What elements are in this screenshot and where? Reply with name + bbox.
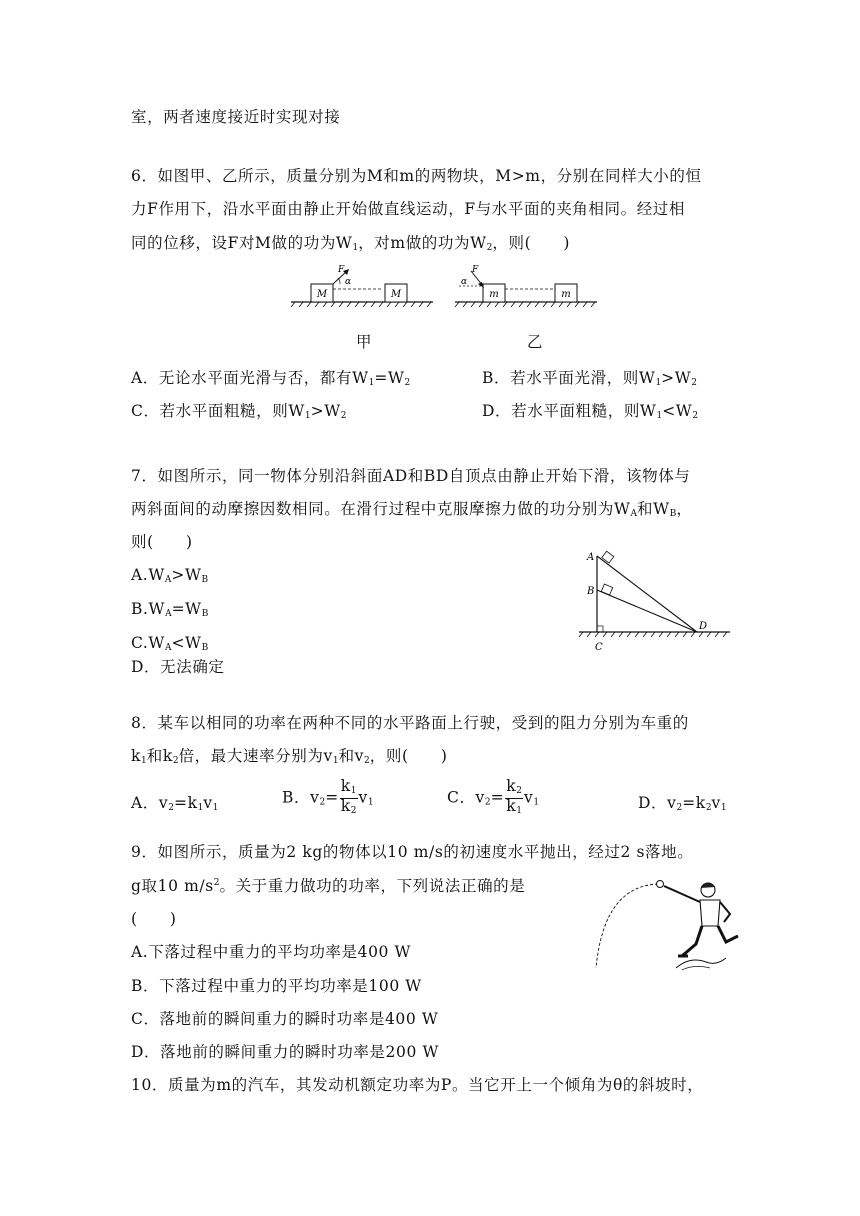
q9-thrower-figure xyxy=(590,870,750,980)
svg-text:α: α xyxy=(461,277,468,287)
q6-option-c: C．若水平面粗糙，则$W_1>W_2$ xyxy=(131,402,347,421)
q8-option-c: C．$v_2=$ $\frac{k_2}{k_1}$ $v_1$ xyxy=(447,777,540,816)
q9-option-a: A.下落过程中重力的平均功率是400 W xyxy=(131,943,412,961)
q7-incline-figure xyxy=(575,548,735,654)
q6-figure-caption-left: 甲 xyxy=(356,333,373,351)
q6-option-a: A．无论水平面光滑与否，都有$W_1=W_2$ xyxy=(131,369,411,388)
q6-figure-caption-right: 乙 xyxy=(527,333,544,351)
q7-option-a: $A.W_A>W_B$ xyxy=(131,566,209,585)
q6-block-m-label: m xyxy=(489,289,499,300)
q7-label-c: C xyxy=(595,642,603,653)
q7-label-a: A xyxy=(587,552,595,563)
q7-label-d: D xyxy=(699,621,708,632)
q6-line2: 力F作用下，沿水平面由静止开始做直线运动，F与水平面的夹角相同。经过相 xyxy=(131,200,686,218)
q9-line2: g取10 $m/s^2$。关于重力做功的功率，下列说法正确的是 xyxy=(131,877,526,895)
q8-line1: 8．某车以相同的功率在两种不同的水平路面上行驶，受到的阻力分别为车重的 xyxy=(131,714,689,732)
q7-line2: 两斜面间的动摩擦因数相同。在滑行过程中克服摩擦力做的功分别为$W_A$和$W_B$， xyxy=(131,500,693,519)
q6-option-b: B．若水平面光滑，则$W_1>W_2$ xyxy=(482,369,698,388)
q7-option-c: $C.W_A<W_B$ xyxy=(131,634,209,653)
q9-option-b: B．下落过程中重力的平均功率是100 W xyxy=(131,977,422,995)
q8-option-a: A．$v_2=k_1v_1$ xyxy=(131,794,219,813)
q8-line2: $k_1$和$k_2$倍，最大速率分别为$v_1$和$v_2$，则( ) xyxy=(131,747,448,766)
svg-text:F: F xyxy=(338,265,345,275)
q9-option-c: C．落地前的瞬间重力的瞬时功率是400 W xyxy=(131,1010,439,1028)
svg-text:F: F xyxy=(472,265,479,275)
q7-option-d: D．无法确定 xyxy=(131,658,225,676)
q9-line3: ( ) xyxy=(131,910,177,928)
q6-figure xyxy=(285,262,605,322)
q7-slope-ad xyxy=(597,556,697,632)
svg-text:M: M xyxy=(390,289,402,300)
q6-line3: 同的位移，设F对M做的功为$W_1$，对m做的功为$W_2$，则( ) xyxy=(131,234,571,253)
q9-option-d: D．落地前的瞬间重力的瞬时功率是200 W xyxy=(131,1043,439,1061)
svg-text:α: α xyxy=(345,277,352,287)
q9-thrower-body xyxy=(700,900,720,926)
q10-line1: 10．质量为m的汽车，其发动机额定功率为P。当它开上一个倾角为θ的斜坡时， xyxy=(131,1076,704,1094)
q6-option-d: D．若水平面粗糙，则$W_1<W_2$ xyxy=(482,402,699,421)
q8-option-d: D．$v_2=k_2v_1$ xyxy=(638,794,727,813)
q8-option-b: B．$v_2=$ $\frac{k_1}{k_2}$ $v_1$ xyxy=(282,777,374,816)
q7-slope-bd xyxy=(597,590,697,632)
q7-label-b: B xyxy=(587,586,595,597)
intro-line: 室，两者速度接近时实现对接 xyxy=(131,108,341,126)
q7-option-b: $B.W_A=W_B$ xyxy=(131,600,209,619)
q9-ball xyxy=(657,881,664,888)
q6-block-M-label: M xyxy=(316,289,328,300)
q9-line1: 9．如图所示，质量为2 kg的物体以10 m/s的初速度水平抛出，经过2 s落地。 xyxy=(131,843,694,861)
q7-line3: 则( ) xyxy=(131,533,193,551)
q7-line1: 7．如图所示，同一物体分别沿斜面AD和BD自顶点由静止开始下滑，该物体与 xyxy=(131,467,691,485)
svg-text:m: m xyxy=(561,289,571,300)
q6-line1: 6．如图甲、乙所示，质量分别为M和m的两物块，M>m，分别在同样大小的恒 xyxy=(131,167,702,185)
q9-trajectory xyxy=(596,884,658,968)
